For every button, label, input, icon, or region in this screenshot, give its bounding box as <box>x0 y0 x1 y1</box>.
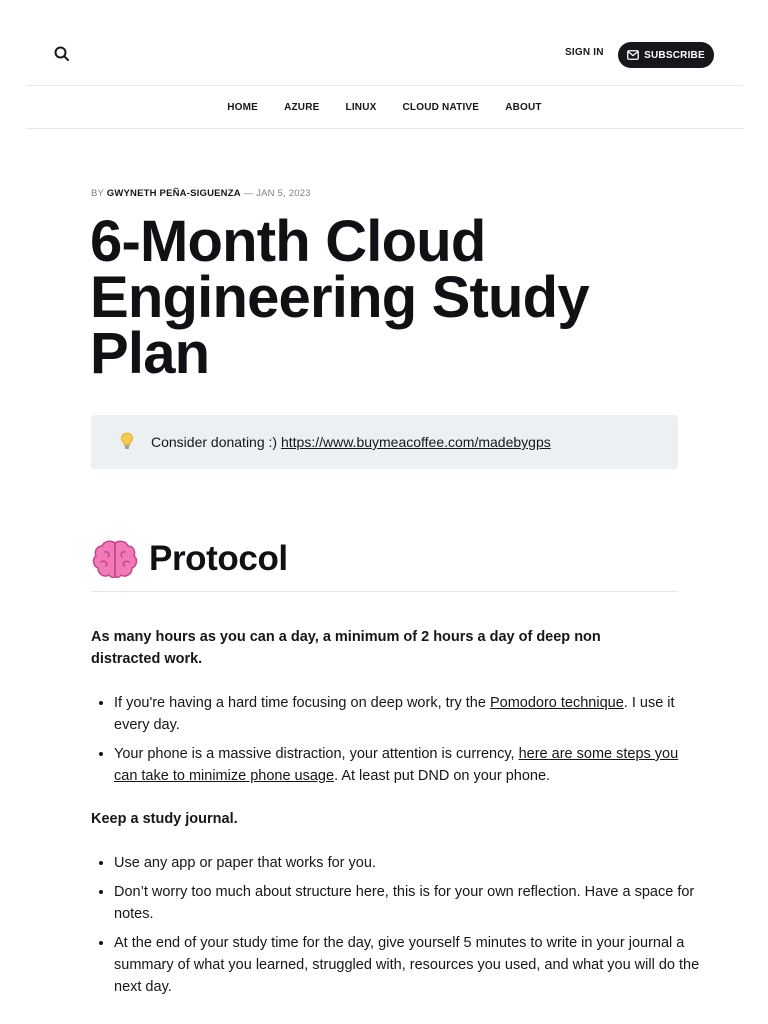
mail-icon <box>627 50 639 60</box>
nav-cloud-native[interactable]: CLOUD NATIVE <box>402 101 480 113</box>
subscribe-label: SUBSCRIBE <box>644 49 705 61</box>
list-item <box>114 743 704 787</box>
search-button[interactable] <box>52 44 72 64</box>
list-item: • At the end of your study time for the day, give yourself 5 minutes to write in your journal a summary of what you learned, struggled with, resources you used, and what you will do the next day. <box>114 932 704 998</box>
callout-message: Consider donating :) <box>151 434 281 450</box>
nav-azure[interactable]: AZURE <box>284 101 320 113</box>
sign-in-link[interactable]: SIGN IN <box>565 47 604 58</box>
list-item: • Don’t worry too much about structure here, this is for your own reflection. Have a space for notes. <box>114 881 704 925</box>
list-item-text: . At least put DND on your phone. <box>334 768 551 784</box>
main-nav <box>26 86 743 129</box>
list-item-text: Your phone is a massive distraction, your attention is currency, <box>114 746 519 762</box>
callout-text <box>151 434 551 450</box>
donate-link[interactable]: https://www.buymeacoffee.com/madebygps <box>280 434 551 450</box>
byline-by: BY <box>91 188 104 199</box>
list-item-text: If you're having a hard time focusing on deep work, try the <box>114 695 490 711</box>
protocol-paragraph: As many hours as you can a day, a minimum of 2 hours a day of deep non distracted work. <box>91 629 601 667</box>
subscribe-button[interactable] <box>618 42 714 68</box>
lightbulb-icon <box>119 432 135 453</box>
nav-linux[interactable]: LINUX <box>345 101 377 113</box>
list-item-text: . I use it every day. <box>114 695 675 733</box>
search-icon <box>52 44 72 64</box>
post-title: 6-Month Cloud Engineering Study Plan <box>90 209 589 386</box>
section-heading <box>91 536 678 592</box>
header-top-row <box>26 0 743 86</box>
list-item <box>114 692 704 736</box>
pomodoro-link[interactable]: Pomodoro technique <box>489 695 624 711</box>
site-header <box>26 0 743 129</box>
journal-list <box>114 852 704 1005</box>
donate-callout <box>91 415 678 469</box>
protocol-list <box>114 692 704 794</box>
brain-icon <box>91 538 139 582</box>
byline <box>91 188 311 199</box>
nav-home[interactable]: HOME <box>227 101 259 113</box>
post-date: — JAN 5, 2023 <box>243 188 311 199</box>
phone-usage-link[interactable]: here are some steps you can take to minimize phone usage <box>114 746 679 784</box>
author-link[interactable]: GWYNETH PEÑA-SIGUENZA <box>106 188 241 199</box>
nav-about[interactable]: ABOUT <box>505 101 542 113</box>
journal-paragraph: Keep a study journal. <box>91 811 238 827</box>
list-item: • Use any app or paper that works for you. <box>114 852 704 874</box>
section-heading-text: Protocol <box>149 539 288 578</box>
